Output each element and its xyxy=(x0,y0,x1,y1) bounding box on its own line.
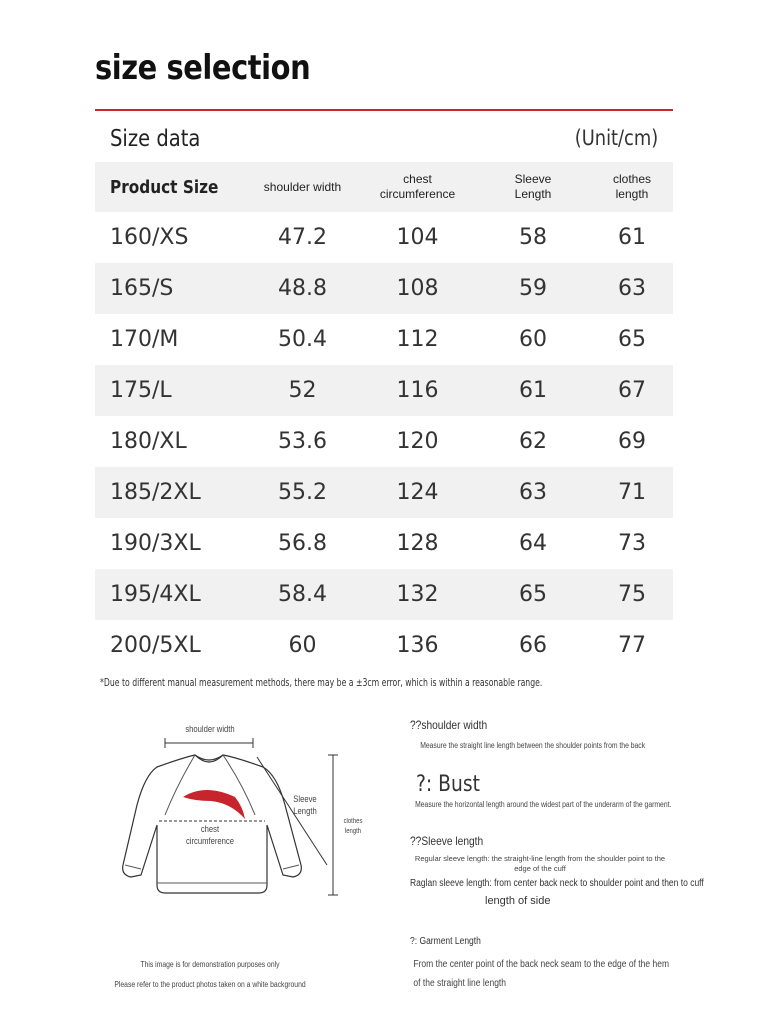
cell-size: 165/S xyxy=(110,276,174,301)
cell-shoulder: 53.6 xyxy=(278,429,327,454)
cell-chest: 104 xyxy=(396,225,439,250)
cell-sleeve: 63 xyxy=(519,480,547,505)
cell-shoulder: 55.2 xyxy=(278,480,327,505)
header-shoulder-width: shoulder width xyxy=(263,179,342,194)
cell-sleeve: 58 xyxy=(519,225,547,250)
cell-clothes: 65 xyxy=(618,327,646,352)
cell-clothes: 61 xyxy=(618,225,646,250)
cell-shoulder: 58.4 xyxy=(278,582,327,607)
definition-sleeve-title: ??Sleeve length xyxy=(410,834,484,848)
table-row xyxy=(95,314,673,365)
table-row xyxy=(95,263,673,314)
cell-clothes: 75 xyxy=(618,582,646,607)
cell-clothes: 67 xyxy=(618,378,646,403)
definition-garment-line-2: of the straight line length xyxy=(413,978,507,989)
cell-chest: 136 xyxy=(396,633,439,658)
table-row xyxy=(95,212,673,263)
cell-chest: 128 xyxy=(396,531,439,556)
cell-shoulder: 60 xyxy=(288,633,317,658)
header-product-size: Product Size xyxy=(110,176,219,198)
definition-bust-title: ?: Bust xyxy=(416,772,480,797)
table-header-row xyxy=(95,162,673,212)
definition-sleeve xyxy=(410,834,704,907)
cell-chest: 120 xyxy=(396,429,439,454)
table-row xyxy=(95,365,673,416)
definition-sleeve-regular: Regular sleeve length: the straight-line length from the shoulder point to the edge of the cuff xyxy=(414,854,666,873)
cell-sleeve: 65 xyxy=(519,582,547,607)
table-row xyxy=(95,620,673,671)
title-divider xyxy=(95,109,673,111)
unit-label: (Unit/cm) xyxy=(574,126,658,150)
cell-clothes: 77 xyxy=(618,633,646,658)
cell-sleeve: 59 xyxy=(519,276,547,301)
definition-sleeve-raglan: Raglan sleeve length: from center back neck to shoulder point and then to cuff xyxy=(410,878,704,889)
header-sleeve-length: Sleeve Length xyxy=(514,172,552,201)
cell-sleeve: 61 xyxy=(519,378,547,403)
diagram-label-sleeve: Sleeve Length xyxy=(293,794,317,816)
definition-bust xyxy=(410,772,680,810)
table-row xyxy=(95,467,673,518)
cell-shoulder: 52 xyxy=(288,378,317,403)
definition-sleeve-raglan-end: length of side xyxy=(485,895,551,907)
diagram-label-chest: chest circumference xyxy=(185,824,235,846)
definition-shoulder-text: Measure the straight line length between the shoulder points from the back xyxy=(420,741,646,750)
header-clothes-length: clothes length xyxy=(612,172,652,201)
cell-chest: 112 xyxy=(396,327,439,352)
section-title: Size data xyxy=(110,126,201,152)
cell-clothes: 69 xyxy=(618,429,646,454)
table-row xyxy=(95,518,673,569)
garment-diagram xyxy=(95,715,385,915)
cell-shoulder: 50.4 xyxy=(278,327,327,352)
cell-shoulder: 48.8 xyxy=(278,276,327,301)
cell-shoulder: 56.8 xyxy=(278,531,327,556)
size-table xyxy=(95,162,673,671)
definition-shoulder xyxy=(410,718,680,751)
sweatshirt-illustration xyxy=(95,715,385,915)
definition-shoulder-title: ??shoulder width xyxy=(410,718,488,732)
cell-size: 180/XL xyxy=(110,429,187,454)
definition-garment-line-1: From the center point of the back neck seam to the edge of the hem xyxy=(413,959,670,970)
cell-sleeve: 62 xyxy=(519,429,547,454)
cell-shoulder: 47.2 xyxy=(278,225,327,250)
page-title: size selection xyxy=(95,48,311,88)
cell-clothes: 71 xyxy=(618,480,646,505)
cell-size: 170/M xyxy=(110,327,179,352)
cell-size: 185/2XL xyxy=(110,480,201,505)
cell-clothes: 73 xyxy=(618,531,646,556)
cell-sleeve: 66 xyxy=(519,633,547,658)
table-row xyxy=(95,569,673,620)
cell-size: 175/L xyxy=(110,378,172,403)
cell-size: 190/3XL xyxy=(110,531,201,556)
diagram-label-clothes: clothes length xyxy=(343,818,363,835)
disclaimer-line-2: Please refer to the product photos taken on a white background xyxy=(114,980,306,989)
cell-chest: 108 xyxy=(396,276,439,301)
cell-chest: 132 xyxy=(396,582,439,607)
definition-garment xyxy=(410,936,680,989)
cell-clothes: 63 xyxy=(618,276,646,301)
measurement-note: *Due to different manual measurement methods, there may be a ±3cm error, which is within a reasonable range. xyxy=(100,677,543,689)
cell-size: 160/XS xyxy=(110,225,189,250)
cell-sleeve: 60 xyxy=(519,327,547,352)
header-chest-circumference: chest circumference xyxy=(379,172,456,201)
cell-size: 200/5XL xyxy=(110,633,201,658)
disclaimer-line-1: This image is for demonstration purposes only xyxy=(140,960,280,969)
cell-chest: 116 xyxy=(396,378,439,403)
table-row xyxy=(95,416,673,467)
cell-sleeve: 64 xyxy=(519,531,547,556)
cell-size: 195/4XL xyxy=(110,582,201,607)
diagram-label-shoulder: shoulder width xyxy=(185,724,235,734)
definition-garment-title: ?: Garment Length xyxy=(410,936,481,947)
cell-chest: 124 xyxy=(396,480,439,505)
definition-bust-text: Measure the horizontal length around the widest part of the underarm of the garment. xyxy=(415,800,672,809)
